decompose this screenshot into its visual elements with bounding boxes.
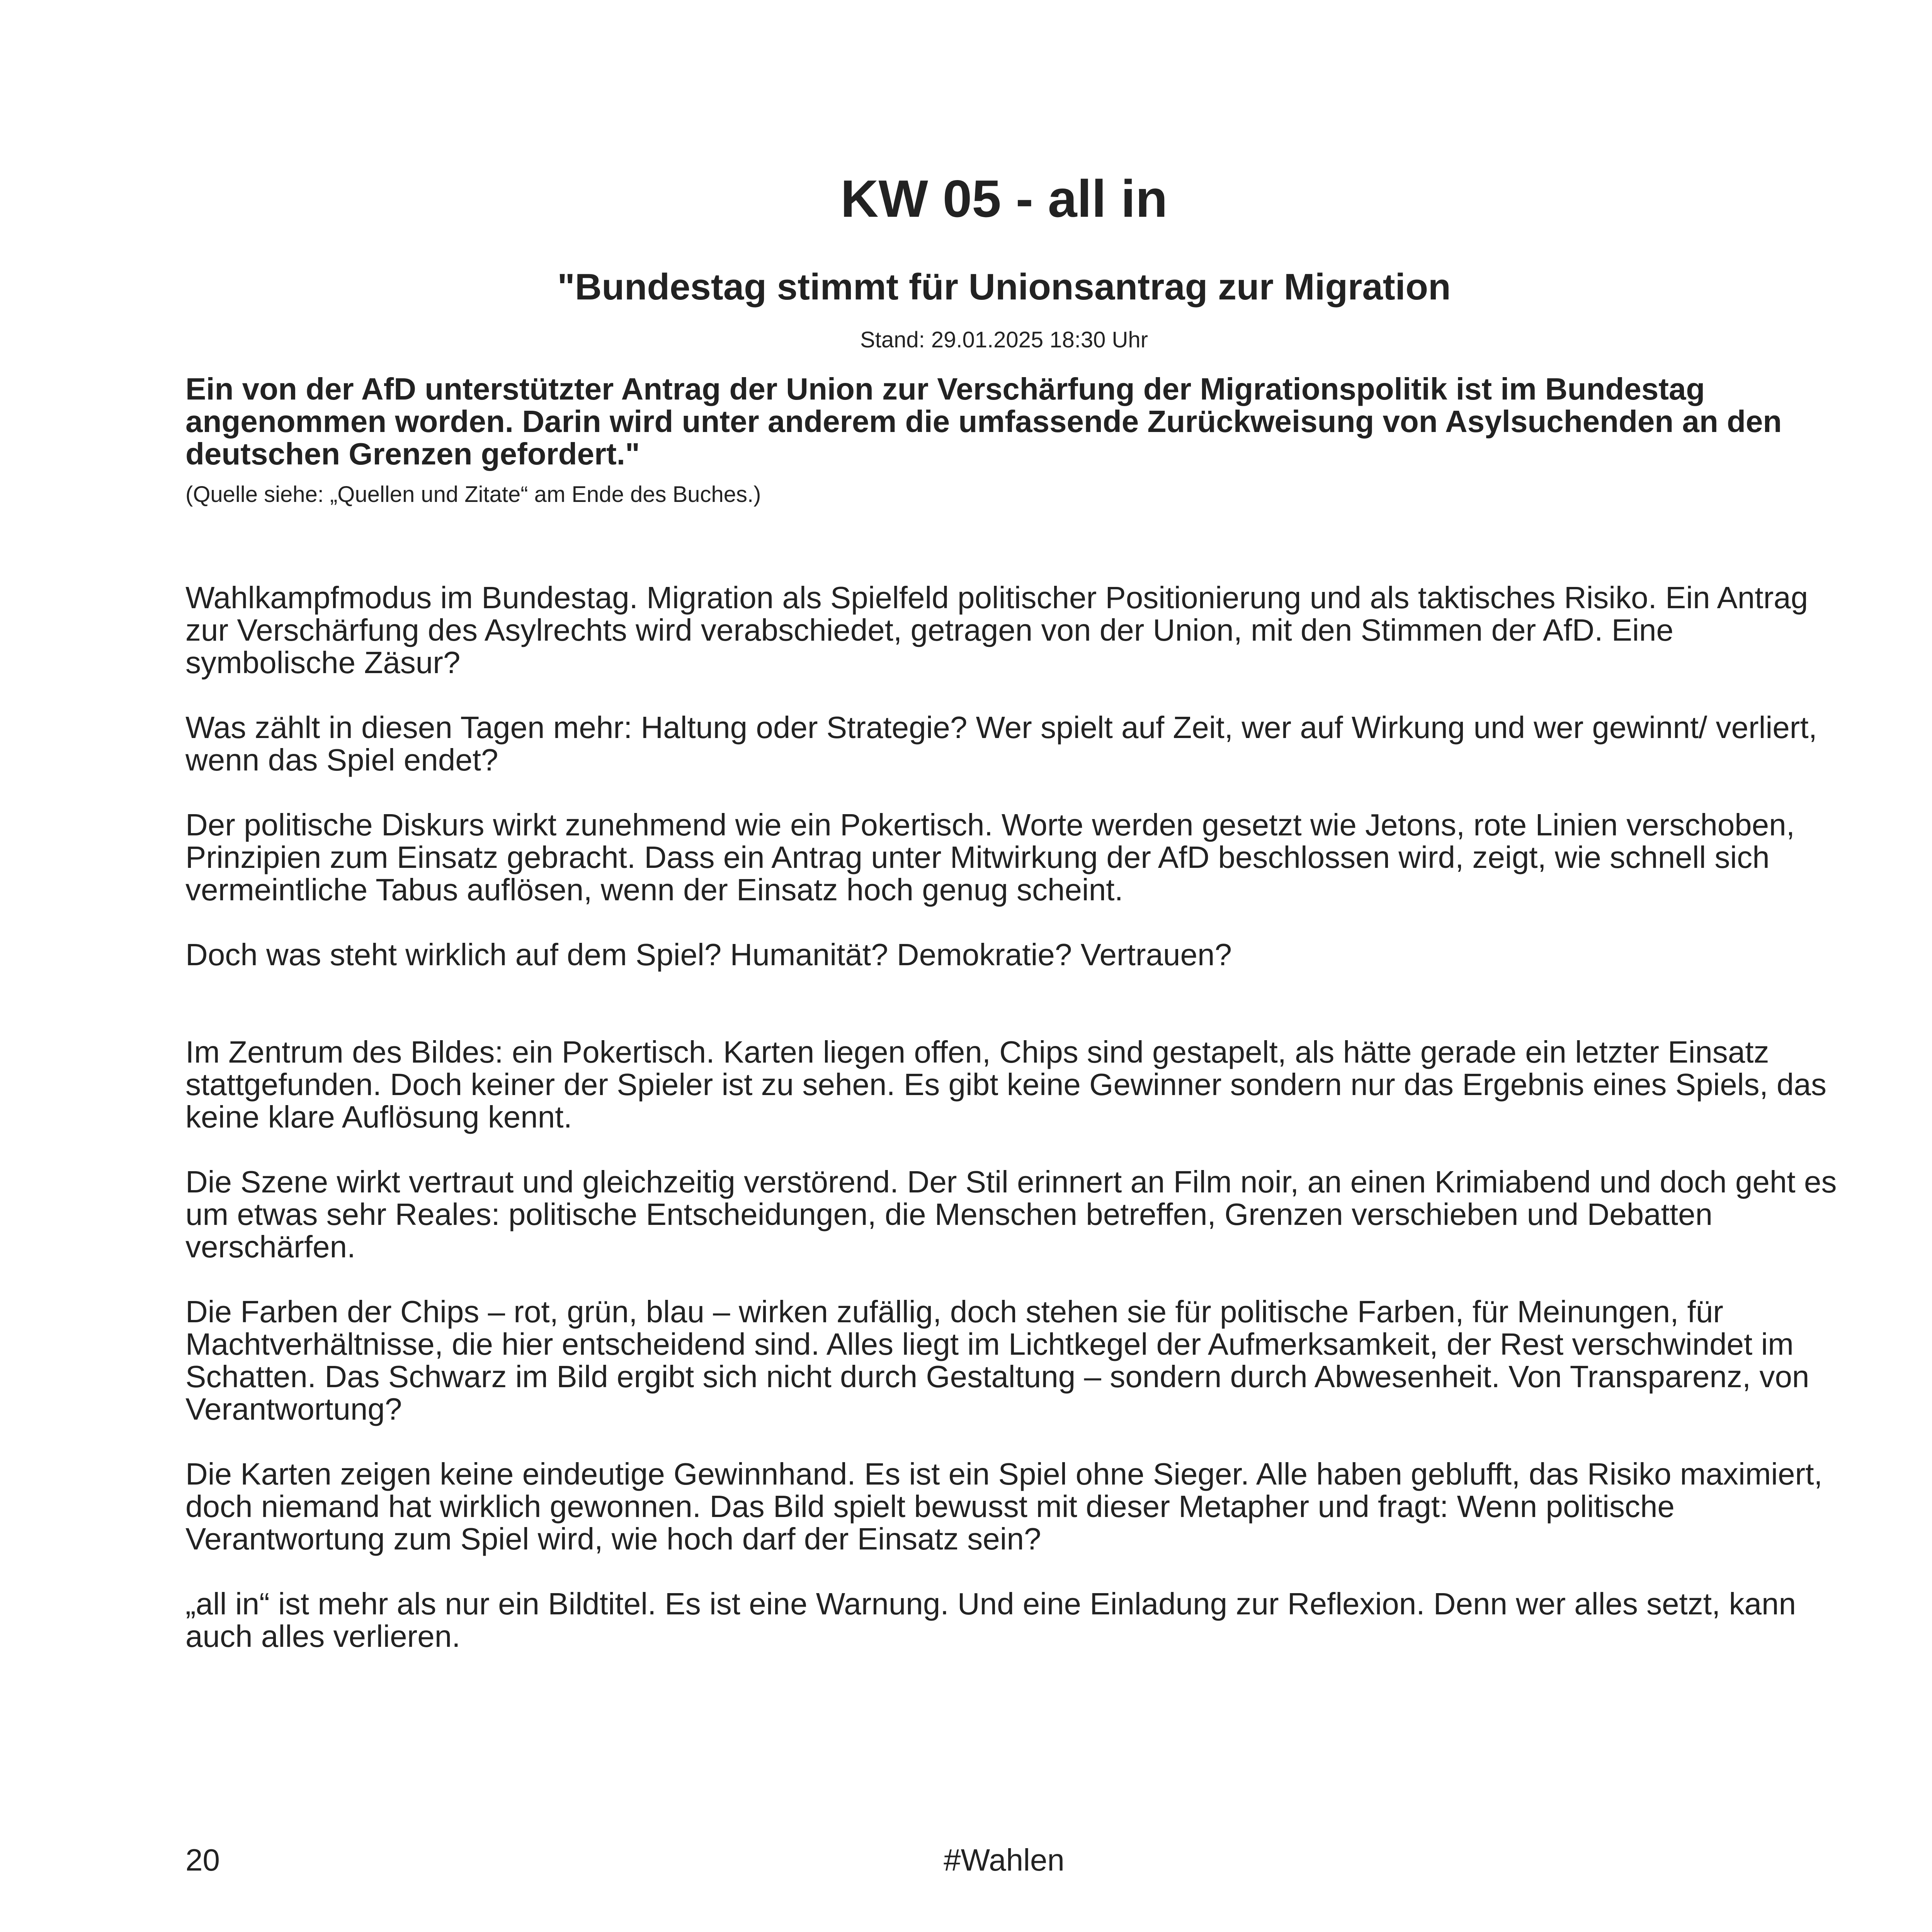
paragraph: Im Zentrum des Bildes: ein Pokertisch. Karten liegen offen, Chips sind gestapelt, als hätte gerade ein letzter Einsatz stattgefunden. Doch keiner der Spieler ist zu sehen. Es gibt keine Gewinner sondern nur das Ergebnis eines Spiels, das keine klare Auflösung kennt. <box>185 1035 1827 1134</box>
source-note: (Quelle siehe: „Quellen und Zitate“ am Ende des Buches.) <box>185 482 761 507</box>
paragraph: Die Karten zeigen keine eindeutige Gewinnhand. Es ist ein Spiel ohne Sieger. Alle haben geblufft, das Risiko maximiert, doch niemand hat wirklich gewonnen. Das Bild spielt bewusst mit dieser Metapher und fragt: Wenn politische Verantwortung zum Spiel wird, wie hoch darf der Einsatz sein? <box>185 1457 1823 1556</box>
page-title: KW 05 - all in <box>840 169 1168 228</box>
content-column <box>185 373 1843 1685</box>
lead-quote: Ein von der AfD unterstützter Antrag der Union zur Verschärfung der Migrationspolitik ist im Bundestag angenommen worden. Darin wird unter anderem die umfassende Zurückweisung von Asylsuchenden an den deutschen Grenzen gefordert." <box>185 372 1782 471</box>
section-image-description <box>185 1036 1843 1653</box>
page-number: 20 <box>185 1843 220 1877</box>
paragraph: Doch was steht wirklich auf dem Spiel? Humanität? Demokratie? Vertrauen? <box>185 937 1232 972</box>
article-headline: "Bundestag stimmt für Unionsantrag zur Migration <box>557 266 1451 308</box>
paragraph: „all in“ ist mehr als nur ein Bildtitel. Es ist eine Warnung. Und eine Einladung zur Reflexion. Denn wer alles setzt, kann auch alles verlieren. <box>185 1587 1796 1653</box>
timestamp: Stand: 29.01.2025 18:30 Uhr <box>860 327 1148 352</box>
section-context <box>185 582 1843 971</box>
paragraph: Die Szene wirkt vertraut und gleichzeitig verstörend. Der Stil erinnert an Film noir, an einen Krimiabend und doch geht es um etwas sehr Reales: politische Entscheidungen, die Menschen betreffen, Grenzen verschieben und Debatten verschärfen. <box>185 1165 1837 1264</box>
body-text <box>185 582 1843 1653</box>
paragraph: Der politische Diskurs wirkt zunehmend wie ein Pokertisch. Worte werden gesetzt wie Jetons, rote Linien verschoben, Prinzipien zum Einsatz gebracht. Dass ein Antrag unter Mitwirkung der AfD beschlossen wird, zeigt, wie schnell sich vermeintliche Tabus auflösen, wenn der Einsatz hoch genug scheint. <box>185 808 1795 907</box>
paragraph: Die Farben der Chips – rot, grün, blau – wirken zufällig, doch stehen sie für politische Farben, für Meinungen, für Machtverhältnisse, die hier entscheidend sind. Alles liegt im Lichtkegel der Aufmerksamkeit, der Rest verschwindet im Schatten. Das Schwarz im Bild ergibt sich nicht durch Gestaltung – sondern durch Abwesenheit. Von Transparenz, von Verantwortung? <box>185 1294 1810 1426</box>
paragraph: Wahlkampfmodus im Bundestag. Migration als Spielfeld politischer Positionierung und als taktisches Risiko. Ein Antrag zur Verschärfung des Asylrechts wird verabschiedet, getragen von der Union, mit den Stimmen der AfD. Eine symbolische Zäsur? <box>185 580 1808 680</box>
footer-hashtag: #Wahlen <box>944 1843 1065 1877</box>
paragraph: Was zählt in diesen Tagen mehr: Haltung oder Strategie? Wer spielt auf Zeit, wer auf Wirkung und wer gewinnt/ verliert, wenn das Spiel endet? <box>185 710 1817 777</box>
